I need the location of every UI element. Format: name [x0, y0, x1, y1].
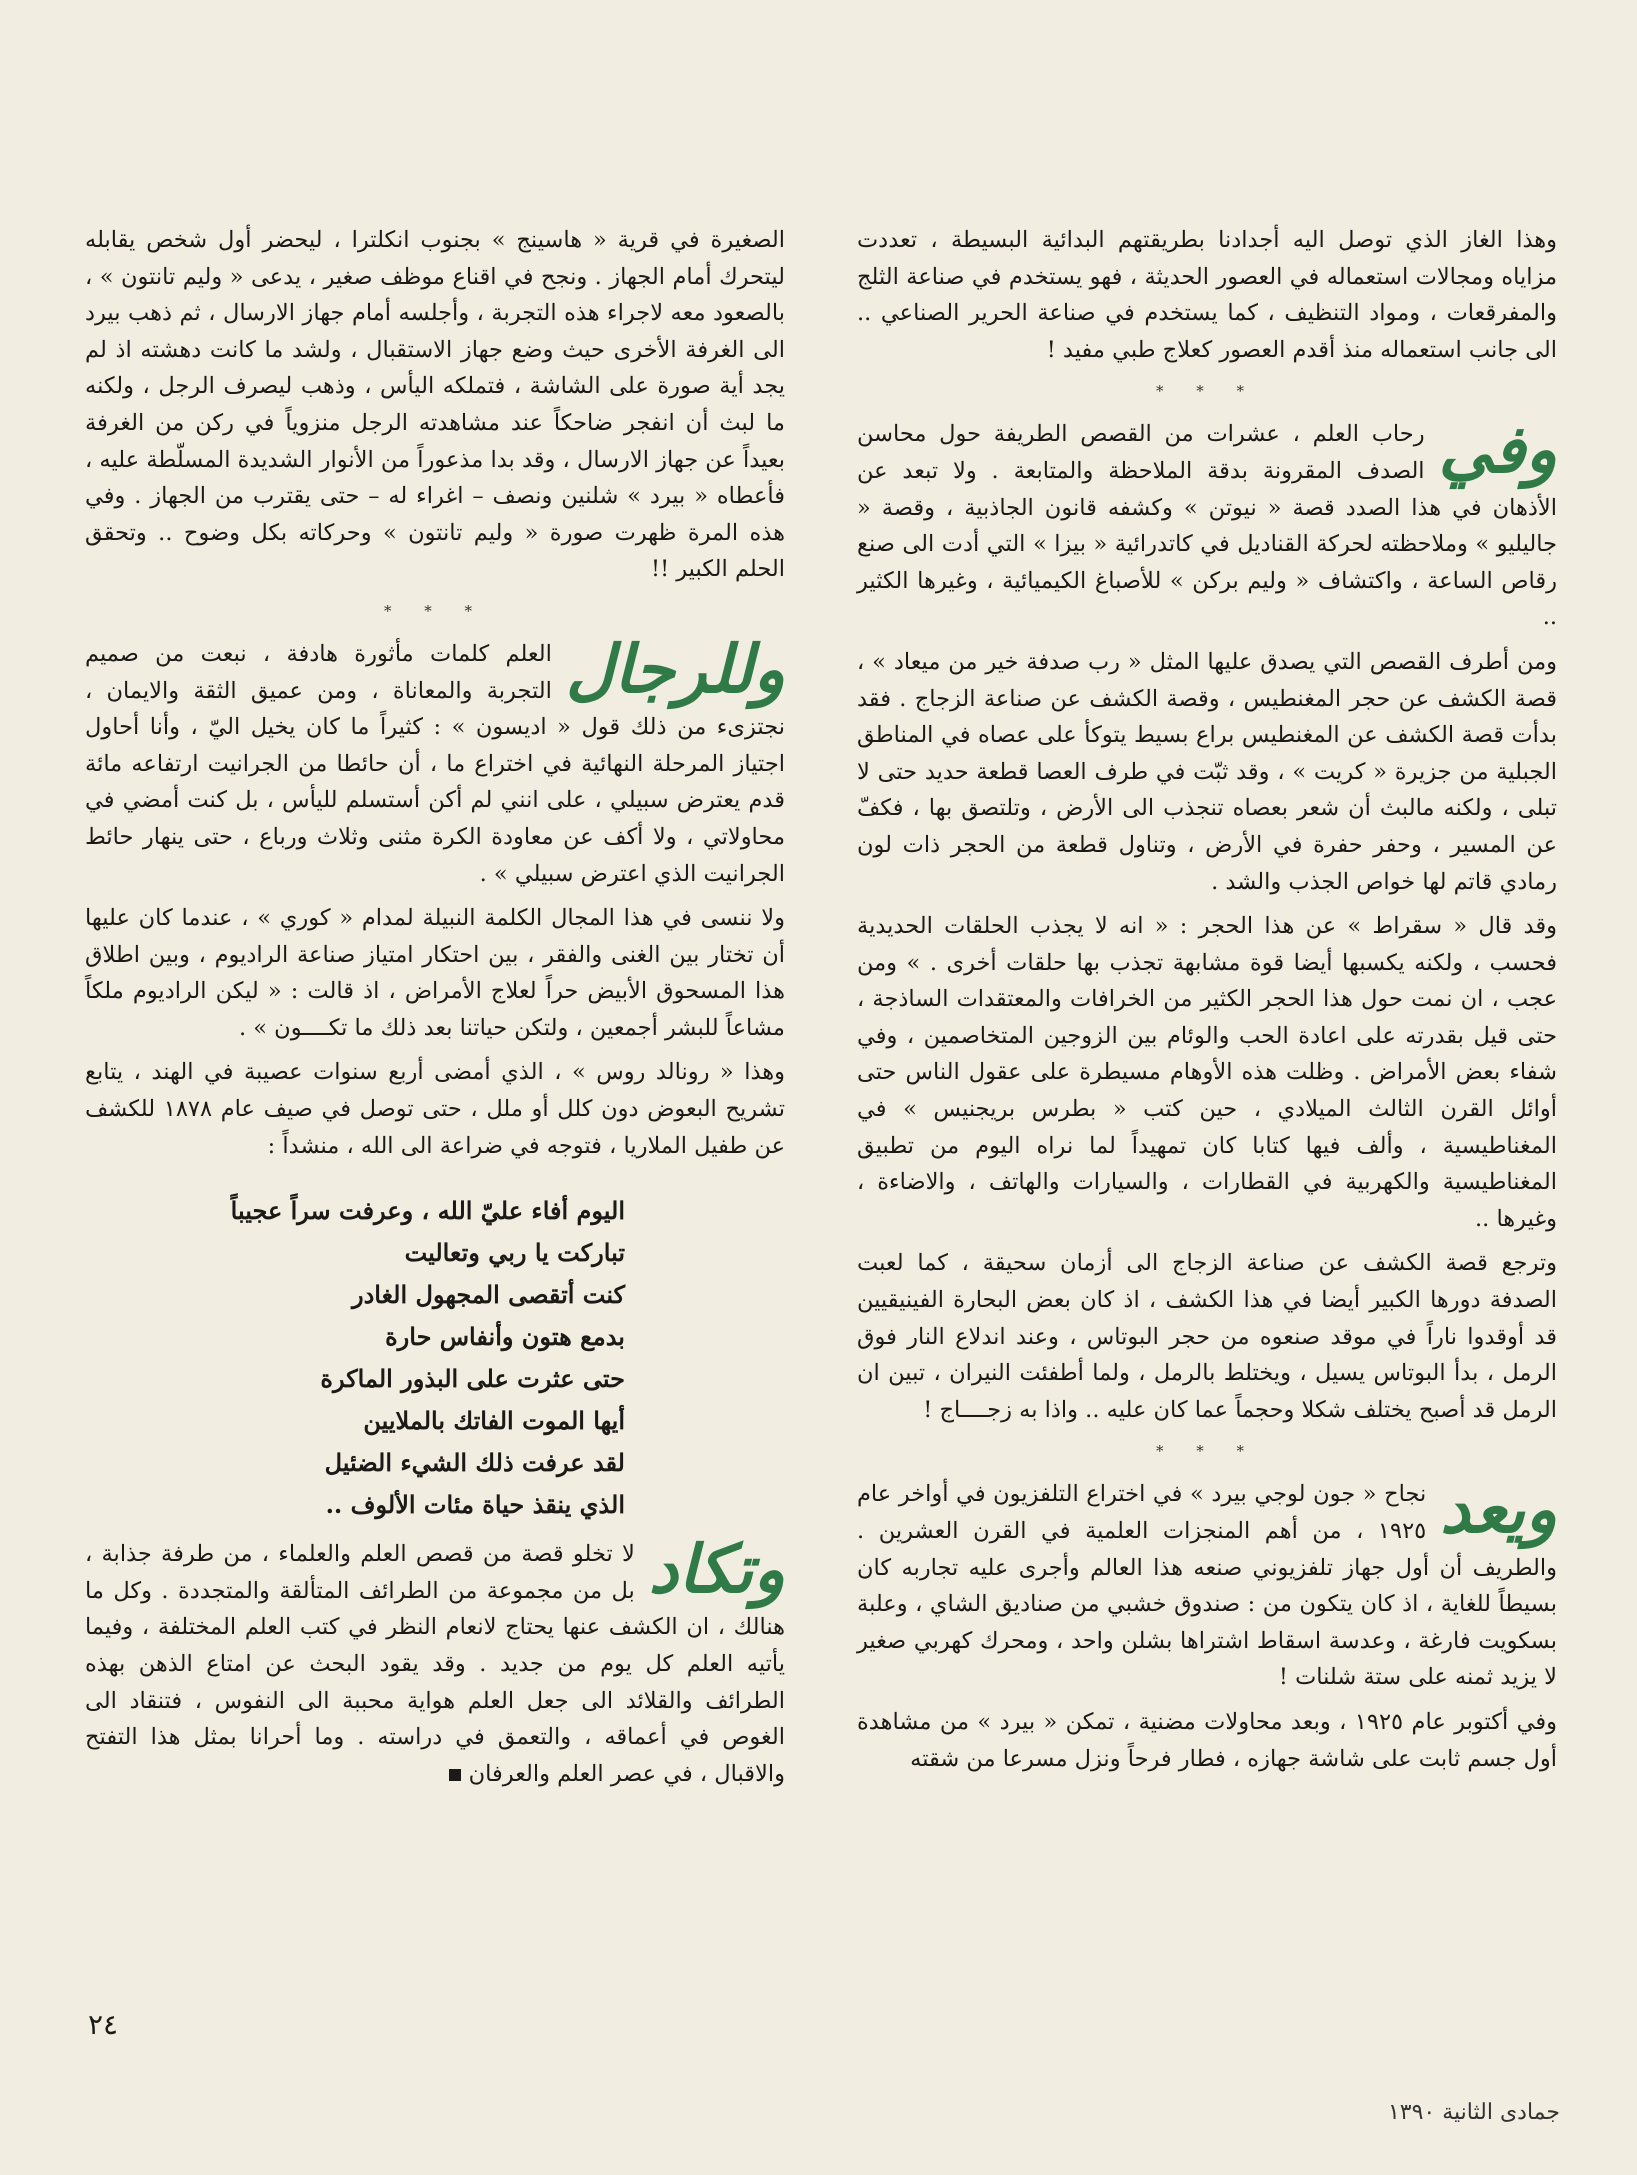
decorative-dropcap: وفي: [1438, 410, 1557, 489]
paragraph: وفي أكتوبر عام ١٩٢٥ ، وبعد محاولات مضنية ، تمكن « بيرد » من مشاهدة أول جسم ثابت على شاشة جهازه ، فطار فرحاً ونزل مسرعا من شقته: [857, 1708, 1557, 1772]
poem-line: تباركت يا ربي وتعاليت: [404, 1238, 625, 1268]
paragraph-text: لا تخلو قصة من قصص العلم والعلماء ، من طرفة جذابة ، بل من مجموعة من الطرائف المتألقة والمتجددة . وكل ما هنالك ، ان الكشف عنها يحتاج لانعام النظر في كتب العلم المختلفة ، وفيما يأتيه العلم كل يوم من جديد . وقد يقود البحث عن امتاع الذهن بهذه الطرائف والقلائد الى جعل العلم هواية محببة الى النفوس ، فتنقاد الى الغوص في أعماقه ، والتعمق في دراسته . وما أحرانا بمثل هذا التفتح والاقبال ، في عصر العلم والعرفان: [85, 1541, 785, 1787]
paragraph: وهذا « رونالد روس » ، الذي أمضى أربع سنوات عصيبة في الهند ، يتابع تشريح البعوض دون كلل أو ملل ، حتى توصل في صيف عام ١٨٧٨ للكشف عن طفيل الملاريا ، فتوجه في ضراعة الى الله ، منشداً :: [85, 1059, 785, 1159]
section-divider: * * *: [1155, 382, 1259, 401]
paragraph: [857, 410, 1557, 636]
paragraph: وترجع قصة الكشف عن صناعة الزجاج الى أزمان سحيقة ، كما لعبت الصدفة دورها الكبير أيضا في هذا الكشف ، اذ كان بعض البحارة الفينيقيين قد أوقدوا ناراً في موقد صنعوه من حجر البوتاس ، وعند اندلاع النار فوق الرمل ، بدأ البوتاس يسيل ، ويختلط بالرمل ، ولما أطفئت النيران ، تبين ان الرمل قد أصبح يختلف شكلا وحجماً عما كان عليه .. واذا به زجــــاج !: [857, 1250, 1557, 1423]
left-column: [85, 222, 785, 1800]
poem-line: كنت أتقصى المجهول الغادر: [352, 1280, 625, 1310]
poem: [85, 1190, 785, 1526]
paragraph: [85, 1530, 785, 1792]
decorative-dropcap: وللرجال: [565, 629, 785, 708]
paragraph: وهذا الغاز الذي توصل اليه أجدادنا بطريقتهم البدائية البسيطة ، تعددت مزاياه ومجالات استعماله في العصور الحديثة ، فهو يستخدم في صناعة الثلج والمفرقعات ، ومواد التنظيف ، كما يستخدم في صناعة الحرير الصناعي .. الى جانب استعماله منذ أقدم العصور كعلاج طبي مفيد !: [857, 227, 1557, 363]
paragraph-text: رحاب العلم ، عشرات من القصص الطريفة حول محاسن الصدف المقرونة بدقة الملاحظة والمتابعة . ولا تبعد عن الأذهان في هذا الصدد قصة « نيوتن » وكشفه قانون الجاذبية ، وقصة « جاليليو » وملاحظته لحركة القناديل في كاتدرائية « بيزا » التي أدت الى صنع رقاص الساعة ، واكتشاف « وليم بركن » للأصباغ الكيميائية ، وغيرها الكثير ..: [857, 421, 1557, 631]
poem-line: بدمع هتون وأنفاس حارة: [385, 1322, 625, 1352]
poem-line: حتى عثرت على البذور الماكرة: [320, 1364, 625, 1394]
issue-date-footer: جمادى الثانية ١٣٩٠: [1387, 2100, 1560, 2125]
end-mark-icon: [449, 1769, 461, 1781]
paragraph: [85, 629, 785, 892]
section-divider: * * *: [1155, 1442, 1259, 1461]
right-column: [857, 222, 1557, 1785]
paragraph: [857, 1470, 1557, 1696]
section-divider: * * *: [383, 601, 487, 620]
decorative-dropcap: ويعد: [1440, 1470, 1557, 1549]
paragraph: الصغيرة في قرية « هاسينج » بجنوب انكلترا ، ليحضر أول شخص يقابله ليتحرك أمام الجهاز . ونجح في اقناع موظف صغير ، يدعى « وليم تانتون » ، بالصعود معه لاجراء هذه التجربة ، وأجلسه أمام جهاز الارسال ، ثم ذهب بيرد الى الغرفة الأخرى حيث وضع جهاز الاستقبال ، ولشد ما كانت دهشته اذ لم يجد أية صورة على الشاشة ، فتملكه اليأس ، وذهب ليصرف الرجل ، ولكنه ما لبث أن انفجر ضاحكاً عند مشاهدته الرجل منزوياً في ركن من الغرفة بعيداً عن جهاز الارسال ، وقد بدا مذعوراً من الأنوار الشديدة المسلّطة عليه ، فأعطاه « بيرد » شلنين ونصف – اغراء له – حتى يقترب من الجهاز . وفي هذه المرة ظهرت صورة « وليم تانتون » وحركاته بكل وضوح .. وتحقق الحلم الكبير !!: [85, 227, 785, 583]
paragraph: وقد قال « سقراط » عن هذا الحجر : « انه لا يجذب الحلقات الحديدية فحسب ، ولكنه يكسبها أيضا قوة مشابهة تجذب بها حلقات أخرى . » ومن عجب ، ان نمت حول هذا الحجر الكثير من الخرافات والمعتقدات الساذجة ، حتى قيل بقدرته على اعادة الحب والوئام بين الزوجين المتخاصمين ، وفي شفاء بعض الأمراض . وظلت هذه الأوهام مسيطرة على عقول الناس حتى أوائل القرن الثالث الميلادي ، حين كتب « بطرس بريجنيس » في المغناطيسية ، وألف فيها كتابا كان تمهيداً لما نراه اليوم من تطبيق المغناطيسية والكهربية في القطارات ، والسيارات والهاتف ، والاضاءة ، وغيرها ..: [857, 913, 1558, 1232]
paragraph: ومن أطرف القصص التي يصدق عليها المثل « رب صدفة خير من ميعاد » ، قصة الكشف عن حجر المغنطيس ، وقصة الكشف عن صناعة الزجاج . فقد بدأت قصة الكشف عن المغنطيس براع بسيط يتوكأ على عصاه في المناطق الجبلية من جزيرة « كريت » ، وقد ثبّت في طرف العصا قطعة حديد حتى لا تبلى ، ولكنه مالبث أن شعر بعصاه تنجذب الى الأرض ، وتلتصق بها ، فكفّ عن المسير ، وحفر حفرة في الأرض ، وتناول قطعة من الحجر ذات لون رمادي قاتم لها خواص الجذب والشد .: [857, 648, 1557, 895]
poem-line: أيها الموت الفاتك بالملايين: [363, 1406, 625, 1436]
poem-line: الذي ينقذ حياة مئات الألوف ..: [325, 1490, 625, 1520]
page-number: ٢٤: [88, 2008, 119, 2041]
poem-line: اليوم أفاء عليّ الله ، وعرفت سراً عجيباً: [230, 1196, 625, 1226]
paragraph-text: نجاح « جون لوجي بيرد » في اختراع التلفزيون في أواخر عام ١٩٢٥ ، من أهم المنجزات العلمية في القرن العشرين . والطريف أن أول جهاز تلفزيوني صنعه هذا العالم وأجرى عليه تجاربه كان بسيطاً للغاية ، اذ كان يتكون من : صندوق خشبي من صناديق الشاي ، وعلبة بسكويت فارغة ، وعدسة اسقاط اشتراها بشلن واحد ، ومحرك كهربي صغير لا يزيد ثمنه على ستة شلنات !: [857, 1481, 1557, 1691]
paragraph: ولا ننسى في هذا المجال الكلمة النبيلة لمدام « كوري » ، عندما كان عليها أن تختار بين الغنى والفقر ، بين احتكار امتياز صناعة الراديوم ، وبين اطلاق هذا المسحوق الأبيض حراً لعلاج الأمراض ، اذ قالت : « ليكن الراديوم ملكاً مشاعاً للبشر أجمعين ، ولتكن حياتنا بعد ذلك ما تكــــون » .: [85, 905, 786, 1041]
poem-line: لقد عرفت ذلك الشيء الضئيل: [324, 1448, 625, 1478]
decorative-dropcap: وتكاد: [648, 1530, 785, 1609]
paragraph-text: العلم كلمات مأثورة هادفة ، نبعت من صميم التجربة والمعاناة ، ومن عميق الثقة والايمان ، نجتزىء من ذلك قول « اديسون » : كثيراً ما كان يخيل اليّ ، وأنا أحاول اجتياز المرحلة النهائية في اختراع ما ، أن حائطا من الجرانيت ارتفاعه مائة قدم يعترض سبيلي ، على انني لم أكن أستسلم لليأس ، بل كنت أمضي في محاولاتي ، ولا أكف عن معاودة الكرة مثنى وثلاث ورباع ، حتى ينهار حائط الجرانيت الذي اعترض سبيلي » .: [85, 640, 785, 887]
